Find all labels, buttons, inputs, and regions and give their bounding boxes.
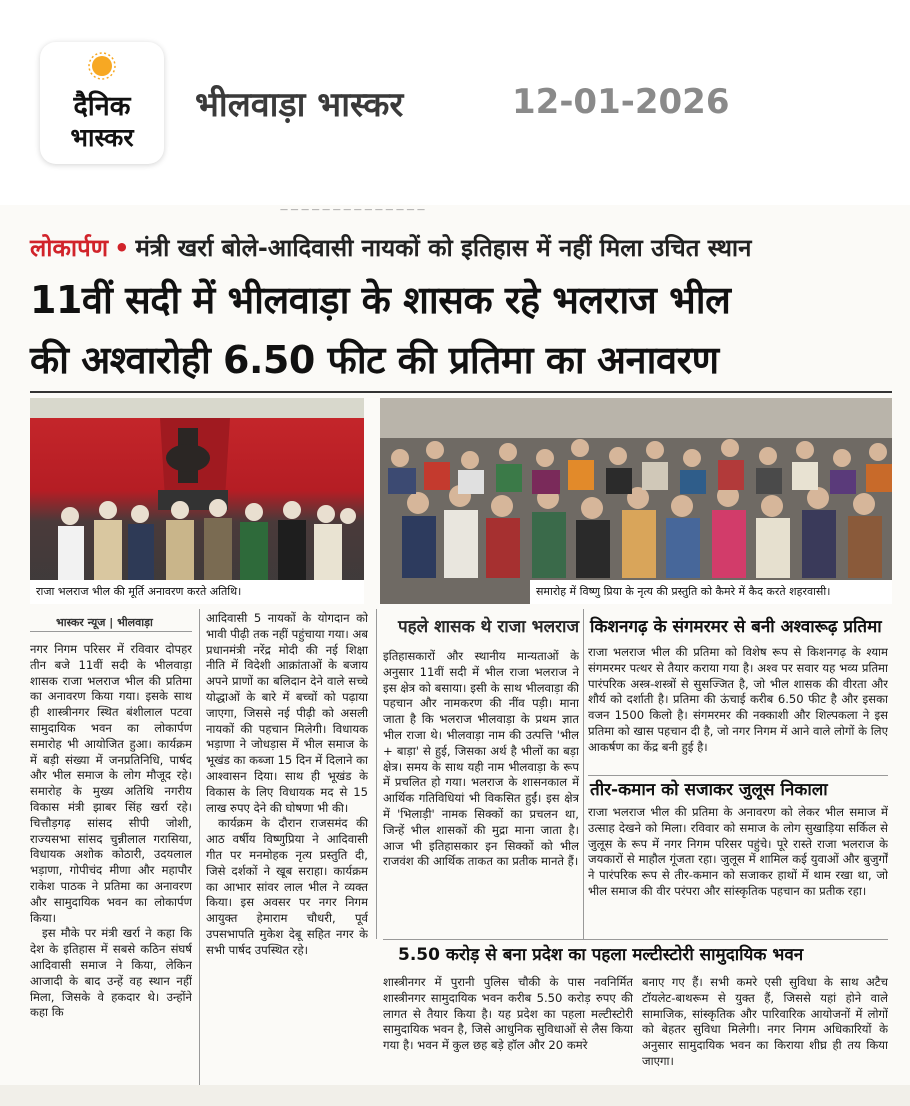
col3-para: इतिहासकारों और स्थानीय मान्यताओं के अनुसार 11वीं सदी में भील राजा भलराज ने इस क्षेत्र को बसाया। इसी के साथ भीलवाड़ा की पहचान और नामकरण की नींव पड़ी। माना जाता है कि भलराज भीलवाड़ा के प्रथम ज्ञात भील राजा थे। भीलवाड़ा नाम की उत्पत्ति 'भील + बाड़ा' से हुई, जिसका अर्थ है भीलों का बड़ा क्षेत्र। समय के साथ यही नाम भीलवाड़ा के रूप में प्रचलित हो गया। भलराज के शासनकाल में आर्थिक गतिविधियां भी विकसित हुईं। इस क्षेत्र में 'भिलाड़ी' नामक सिक्कों का प्रचलन था, जिन्हें भील शासकों की मुद्रा माना जाता है। आज भी इतिहासकार इन सिक्कों को भील राजवंश की आर्थिक ताकत का प्रतीक मानते हैं।: [383, 649, 579, 869]
headline-rule: [30, 391, 892, 393]
col6-para: शास्त्रीनगर में पुरानी पुलिस चौकी के पास नवनिर्मित शास्त्रीनगर सामुदायिक भवन करीब 5.50 करोड़ रुपए की लागत से तैयार किया है। यह प्रदेश का पहला मल्टीस्टोरी सामुदायिक भवन है, जिसे आधुनिक सुविधाओं से लैस किया गया है। भवन में कुल छह बड़े हॉल और 20 कमरे: [383, 975, 633, 1053]
column-divider: [376, 609, 377, 939]
col7-para: बनाए गए हैं। सभी कमरे एसी सुविधा के साथ अटैच टॉयलेट-बाथरूम से युक्त हैं, जिससे यहां होने वाले सामाजिक, सांस्कृतिक और पारिवारिक आयोजनों में लोगों को बेहतर सुविधा मिलेगी। नगर निगम अधिकारियों के अनुसार सामुदायिक भवन का किराया शीघ्र ही तय किया जाएगा।: [642, 975, 888, 1068]
column-1: [30, 642, 192, 1098]
crowd-photo-art: [380, 398, 892, 604]
byline: भास्कर न्यूज | भीलवाड़ा: [56, 616, 153, 629]
photo1-caption: राजा भलराज भील की मूर्ति अनावरण करते अतिथि।: [30, 580, 364, 604]
headline-line1: 11वीं सदी में भीलवाड़ा के शासक रहे भलराज भील: [30, 278, 731, 322]
subhead-procession: तीर-कमान को सजाकर जुलूस निकाला: [590, 780, 828, 800]
col5-para: राजा भलराज भील की प्रतिमा के अनावरण को लेकर भील समाज में उत्साह देखने को मिला। रविवार को समाज के लोग सुखाड़िया सर्किल से जुलूस के रूप में नगर निगम परिसर पहुंचे। पूरे रास्ते राजा भलराज के जयकारों से माहौल गूंजता रहा। जुलूस में शामिल कई युवाओं और बुजुर्गों ने पारंपरिक रूप से तीर-कमान को सजाकर हाथों में थाम रखा था, जो भील समाज की वीर परंपरा और सांस्कृतिक पहचान का प्रतीक रहा।: [588, 805, 888, 898]
column-divider: [199, 609, 200, 1089]
photo-statue-unveiling: [30, 398, 364, 604]
edition-date: 12-01-2026: [512, 82, 730, 122]
page-bottom-edge: [0, 1085, 910, 1106]
column-4: [588, 645, 888, 773]
photo-crowd: [380, 398, 892, 604]
logo-line2: भास्कर: [70, 123, 134, 152]
column-5: [588, 805, 888, 937]
column-divider: [583, 609, 584, 939]
col2-para1: आदिवासी 5 नायकों के योगदान को भावी पीढ़ी तक नहीं पहुंचाया गया। अब प्रधानमंत्री नरेंद्र मोदी की नई शिक्षा नीति में विदेशी आक्रांताओं के बजाय अपने प्राणों का बलिदान देने वाले सच्चे योद्धाओं के बारे में बच्चों को पढ़ाया जाएगा, जिससे नई पीढ़ी को असली नायकों की पहचान मिलेगी। विधायक भड़ाणा ने जोधड़ास में भील समाज के भूखंड का कब्जा 15 दिन में दिलाने का आश्वासन दिया। साथ ही भूखंड के विकास के लिए विधायक मद से 15 लाख रुपए देने की घोषणा भी की।: [206, 611, 368, 815]
kicker-label: लोकार्पण: [30, 234, 109, 262]
kicker-text: मंत्री खर्रा बोले-आदिवासी नायकों को इतिहास में नहीं मिला उचित स्थान: [135, 234, 752, 262]
col4-para: राजा भलराज भील की प्रतिमा को विशेष रूप से किशनगढ़ के श्याम संगमरमर पत्थर से तैयार कराया गया है। अश्व पर सवार यह भव्य प्रतिमा पारंपरिक अस्त्र-शस्त्रों से सुसज्जित है, जो भील शासक की वीरता और शौर्य को दर्शाती है। प्रतिमा की ऊंचाई करीब 6.50 फीट है और इसका वजन 1500 किलो है। संगमरमर की नक्काशी और शिल्पकला ने इस प्रतिमा को खास पहचान दी है, जो नगर निगम में आने वाले लोगों के लिए आकर्षण का केंद्र बनी हुई है।: [588, 645, 888, 754]
subhead-first-ruler: पहले शासक थे राजा भलराज: [398, 617, 580, 637]
kicker: [30, 230, 890, 266]
col1-para1: नगर निगम परिसर में रविवार दोपहर तीन बजे 11वीं सदी के भीलवाड़ा शासक राजा भलराज भील की प्रतिमा का अनावरण किया गया। इसके साथ ही शास्त्रीनगर स्थित बंशीलाल पटवा सामुदायिक भवन का लोकार्पण समारोह भी आयोजित हुआ। कार्यक्रम में बड़ी संख्या में जनप्रतिनिधि, पार्षद और भील समाज के लोग मौजूद रहे। समारोह के मुख्य अतिथि नगरीय विकास मंत्री झाबर सिंह खर्रा रहे। चित्तौड़गढ़ सांसद सीपी जोशी, राज्यसभा सांसद चुन्नीलाल गरासिया, विधायक अशोक कोठारी, उदयलाल भड़ाणा, गोपीचंद मीणा और महापौर राकेश पाठक ने प्रतिमा का अनावरण और सामुदायिक भवन का लोकार्पण किया।: [30, 642, 192, 925]
headline-line2: की अश्वारोही 6.50 फीट की प्रतिमा का अनावरण: [30, 338, 719, 382]
logo-line1: दैनिक: [73, 91, 131, 122]
subhead-community-hall: 5.50 करोड़ से बना प्रदेश का पहला मल्टीस्टोरी सामुदायिक भवन: [398, 945, 804, 965]
newspaper-page: [0, 205, 910, 1106]
photo2-caption: समारोह में विष्णु प्रिया के नृत्य की प्रस्तुति को कैमरे में कैद करते शहरवासी।: [530, 580, 892, 604]
section-rule: [383, 939, 888, 940]
sun-icon: [88, 52, 116, 80]
byline-rule: [30, 631, 192, 632]
statue-photo-art: [30, 398, 364, 604]
clipped-text-top: — — — — — — — — — — — — — —: [280, 205, 426, 214]
section-rule: [588, 775, 888, 776]
column-6: [383, 975, 633, 1085]
bullet-icon: •: [114, 234, 130, 262]
dainik-bhaskar-logo[interactable]: [40, 42, 164, 164]
edition-title: भीलवाड़ा भास्कर: [195, 85, 404, 125]
column-2: [206, 611, 368, 1089]
subhead-marble-statue: किशनगढ़ के संगमरमर से बनी अश्वारूढ़ प्रतिमा: [590, 617, 882, 637]
app-header: [0, 0, 910, 205]
col1-para2: इस मौके पर मंत्री खर्रा ने कहा कि देश के इतिहास में सबसे कठिन संघर्ष आदिवासी समाज ने किया, लेकिन आजादी के बाद उन्हें वह स्थान नहीं मिला, जिसके वे हकदार थे। उन्होंने कहा कि: [30, 926, 192, 1020]
column-3: [383, 649, 579, 935]
column-7: [642, 975, 888, 1085]
col2-para2: कार्यक्रम के दौरान राजसमंद की आठ वर्षीय विष्णुप्रिया ने आदिवासी गीत पर मनमोहक नृत्य प्रस्तुति दी, जिसे दर्शकों ने खूब सराहा। कार्यक्रम का आभार सांवर लाल भील ने व्यक्त किया। इस अवसर पर नगर निगम आयुक्त हेमाराम चौधरी, पूर्व उपसभापति मुकेश देबू सहित नगर के सभी पार्षद उपस्थित रहे।: [206, 816, 368, 957]
